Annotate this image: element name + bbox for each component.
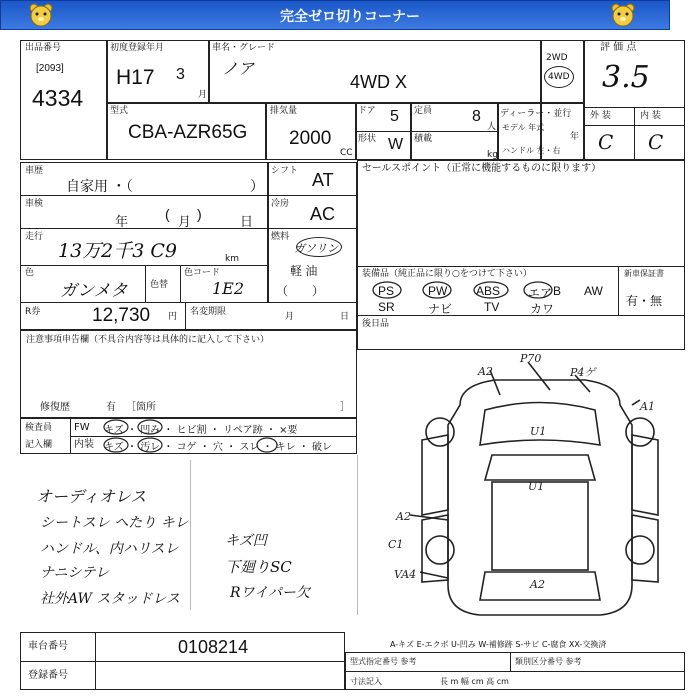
- title-banner: [0, 0, 670, 30]
- check-item: キズ: [104, 425, 124, 436]
- equip-sr: SR: [378, 300, 395, 314]
- ac-label: 冷房: [271, 199, 290, 209]
- chassis-value: 0108214: [178, 637, 249, 657]
- check-sep: ・: [127, 425, 137, 436]
- shape-value: W: [388, 136, 404, 153]
- lot-label: 出品番号: [25, 43, 62, 53]
- check-item: キズ: [104, 442, 124, 453]
- diagram-mark: P4ゲ: [570, 366, 596, 379]
- warranty-label: 新車保証書: [624, 269, 664, 278]
- check-row1-label: 検査員: [25, 423, 53, 433]
- note-line: シートスレ ヘたり キレ: [40, 515, 189, 531]
- fuel-circle: [296, 237, 342, 257]
- displacement-label: 排気量: [270, 106, 298, 116]
- fuel-label: 燃料: [271, 232, 290, 242]
- note-line: ハンドル、内ハリスレ: [40, 541, 179, 557]
- header-grid: [20, 40, 685, 160]
- mileage-label: 走行: [25, 232, 44, 242]
- equip-aw: AW: [584, 284, 603, 298]
- check-item: ヒビ割: [176, 425, 207, 436]
- name-change-label: 名変期限: [190, 307, 227, 317]
- diagram-mark: C1: [388, 538, 404, 551]
- equip-leather: カワ: [530, 302, 555, 316]
- diagram-mark: A2: [478, 365, 493, 378]
- diagram-mark: P70: [520, 352, 542, 365]
- model-value: CBA-AZR65G: [128, 122, 248, 143]
- capacity-unit: 人: [487, 122, 497, 132]
- check-sep: ・: [298, 442, 309, 453]
- check-item: 破レ: [311, 442, 332, 453]
- warranty-value: 有・無: [626, 294, 663, 308]
- fuel-diesel: 軽 油: [290, 264, 318, 278]
- check-row2-prefix: 内装: [74, 439, 94, 450]
- score-int-value: C: [648, 130, 664, 154]
- reg-date-label: 初度登録年月: [110, 43, 165, 53]
- name-change-day: 日: [340, 312, 350, 322]
- spec-dim-values: 長 m 幅 cm 高 cm: [440, 677, 509, 686]
- equip-tv: TV: [484, 300, 500, 314]
- color-value: ガンメタ: [60, 281, 128, 301]
- spec-class-label: 類別区分番号 参考: [515, 657, 582, 666]
- shift-label: シフト: [271, 166, 299, 176]
- equip-b: B: [553, 284, 562, 298]
- check-item: リペア跡: [222, 425, 263, 436]
- equipment-label: 装備品（純正品に限り○をつけて下さい）: [362, 269, 532, 279]
- fuel-paren: （ ）: [276, 284, 325, 298]
- spec-type-label: 型式指定番号 参考: [350, 657, 417, 666]
- tax-unit: 円: [168, 312, 178, 322]
- lot-sub: [2093]: [36, 63, 64, 74]
- legend-text: A-キズ E-エクボ U-凹み W-補修跡 S-サビ C-腐食 XX-交換済: [390, 640, 607, 649]
- check-sep: ・: [262, 442, 273, 453]
- car-damage-diagram: [388, 350, 680, 630]
- shape-label: 形状: [358, 134, 377, 144]
- sales-point-label: セールスポイント（正常に機能するものに限ります）: [362, 163, 602, 174]
- note-line-right: 下廻りSC: [225, 558, 292, 576]
- check-item: 穴: [212, 442, 223, 453]
- load-unit: kg: [487, 150, 498, 160]
- diagram-mark: A1: [640, 400, 655, 413]
- diagram-mark: VA4: [394, 568, 417, 581]
- equip-navi: ナビ: [428, 302, 453, 316]
- equip-air: エア: [528, 286, 553, 300]
- check-sep: ・: [163, 425, 174, 436]
- note-line-right: キズ凹: [225, 533, 267, 549]
- tax-value: 12,730: [92, 305, 151, 326]
- right-info-grid: [357, 160, 685, 350]
- handle-label: ハンドル 左・右: [502, 146, 561, 155]
- model-year-label: モデル 年式: [502, 123, 545, 132]
- diagram-mark: U1: [528, 480, 545, 493]
- note-line: ナニシテレ: [40, 565, 110, 581]
- repair-bracket-close: ］: [340, 402, 350, 413]
- color-label: 色: [25, 268, 35, 278]
- history-value: 自家用 ・（: [66, 178, 133, 194]
- chassis-label: 車台番号: [28, 641, 68, 652]
- check-sep: ・: [127, 442, 137, 453]
- check-item: スレ: [239, 442, 260, 453]
- registration-label: 登録番号: [28, 670, 68, 681]
- mileage-value: 13万2千3 C9: [58, 240, 178, 262]
- doors-label: ドア: [358, 106, 376, 116]
- inspection-day: 日: [240, 214, 254, 229]
- score-ext-label: 外 装: [590, 111, 611, 121]
- inspection-year: 年: [115, 214, 129, 229]
- rear-items-label: 後日品: [362, 319, 390, 329]
- check-item: キレ: [275, 442, 296, 453]
- reg-era: H17: [116, 66, 155, 89]
- repair-place: ［箇所: [126, 402, 156, 413]
- inspection-paren-open: (: [165, 206, 170, 222]
- score-value: 3.5: [602, 60, 650, 95]
- diagram-mark: U1: [530, 425, 547, 438]
- repair-value: 有: [106, 402, 116, 413]
- inspection-month: 月: [178, 214, 192, 229]
- check-row2-label: 記入欄: [25, 440, 53, 450]
- color-code: 1E2: [212, 279, 245, 298]
- model-label: 型式: [110, 106, 129, 116]
- diagram-mark: A2: [530, 578, 545, 591]
- equip-pw: PW: [428, 284, 448, 298]
- car-label: 車名・グレード: [212, 43, 276, 53]
- inspection-label: 車検: [25, 199, 44, 209]
- notes-label: 注意事項申告欄（不具合内容等は具体的に記入して下さい）: [26, 335, 270, 345]
- color-no-label: 色替: [150, 280, 169, 290]
- doors-value: 5: [390, 108, 399, 125]
- check-sep: ・: [199, 442, 210, 453]
- check-sep: ・: [226, 442, 237, 453]
- drive-4wd-mark: 4WD: [548, 72, 570, 82]
- color-code-label: 色コード: [184, 268, 221, 278]
- equip-ps: PS: [378, 284, 395, 298]
- mileage-unit: km: [225, 254, 239, 264]
- score-int-label: 内 装: [640, 111, 661, 121]
- car-name: ノア: [222, 59, 255, 78]
- car-grade: 4WD X: [350, 72, 408, 92]
- check-item: コゲ: [176, 442, 197, 453]
- reg-month: 3: [176, 66, 185, 83]
- score-label: 評 価 点: [600, 42, 637, 53]
- score-ext-value: C: [598, 130, 614, 154]
- history-close: ）: [250, 178, 264, 194]
- note-line: オーディオレス: [36, 487, 147, 506]
- year-unit: 年: [570, 132, 580, 142]
- load-label: 積載: [414, 134, 433, 144]
- spec-dim-label: 寸法記入: [350, 677, 382, 686]
- shift-value: AT: [312, 170, 334, 190]
- repair-label: 修復歴: [40, 402, 70, 413]
- lot-number: 4334: [32, 85, 84, 111]
- equipment-circles: [370, 278, 590, 298]
- note-line: 社外AW スタッドレス: [40, 591, 180, 607]
- note-line-right: Rワイパー欠: [230, 585, 310, 601]
- check-item: ×要: [279, 425, 298, 436]
- bear-mascot-icon: [610, 2, 636, 28]
- check-item: 凹み: [140, 425, 161, 436]
- diagram-mark: A2: [396, 510, 411, 523]
- drive-2wd-label: 2WD: [546, 53, 568, 63]
- check-circles: [100, 418, 340, 454]
- capacity-label: 定員: [414, 106, 433, 116]
- equip-abs: ABS: [476, 284, 501, 298]
- check-item: 汚レ: [140, 442, 161, 453]
- check-sep: ・: [265, 425, 276, 436]
- history-label: 車歴: [25, 166, 44, 176]
- displacement-value: 2000: [289, 128, 332, 149]
- fuel-gasoline: ガソリン: [294, 242, 338, 255]
- check-sep: ・: [209, 425, 220, 436]
- capacity-value: 8: [472, 108, 481, 125]
- check-row1-prefix: FW: [74, 422, 90, 433]
- displacement-unit: CC: [340, 148, 353, 158]
- banner-title: 完全ゼロ切りコーナー: [280, 9, 420, 25]
- inspection-paren-close: ): [197, 206, 202, 222]
- tax-label: R券: [25, 307, 41, 317]
- check-sep: ・: [163, 442, 174, 453]
- ac-value: AC: [310, 204, 336, 224]
- name-change-month: 月: [285, 312, 295, 322]
- reg-month-unit: 月: [198, 90, 208, 100]
- dealer-label: ディーラー・並行: [500, 109, 572, 119]
